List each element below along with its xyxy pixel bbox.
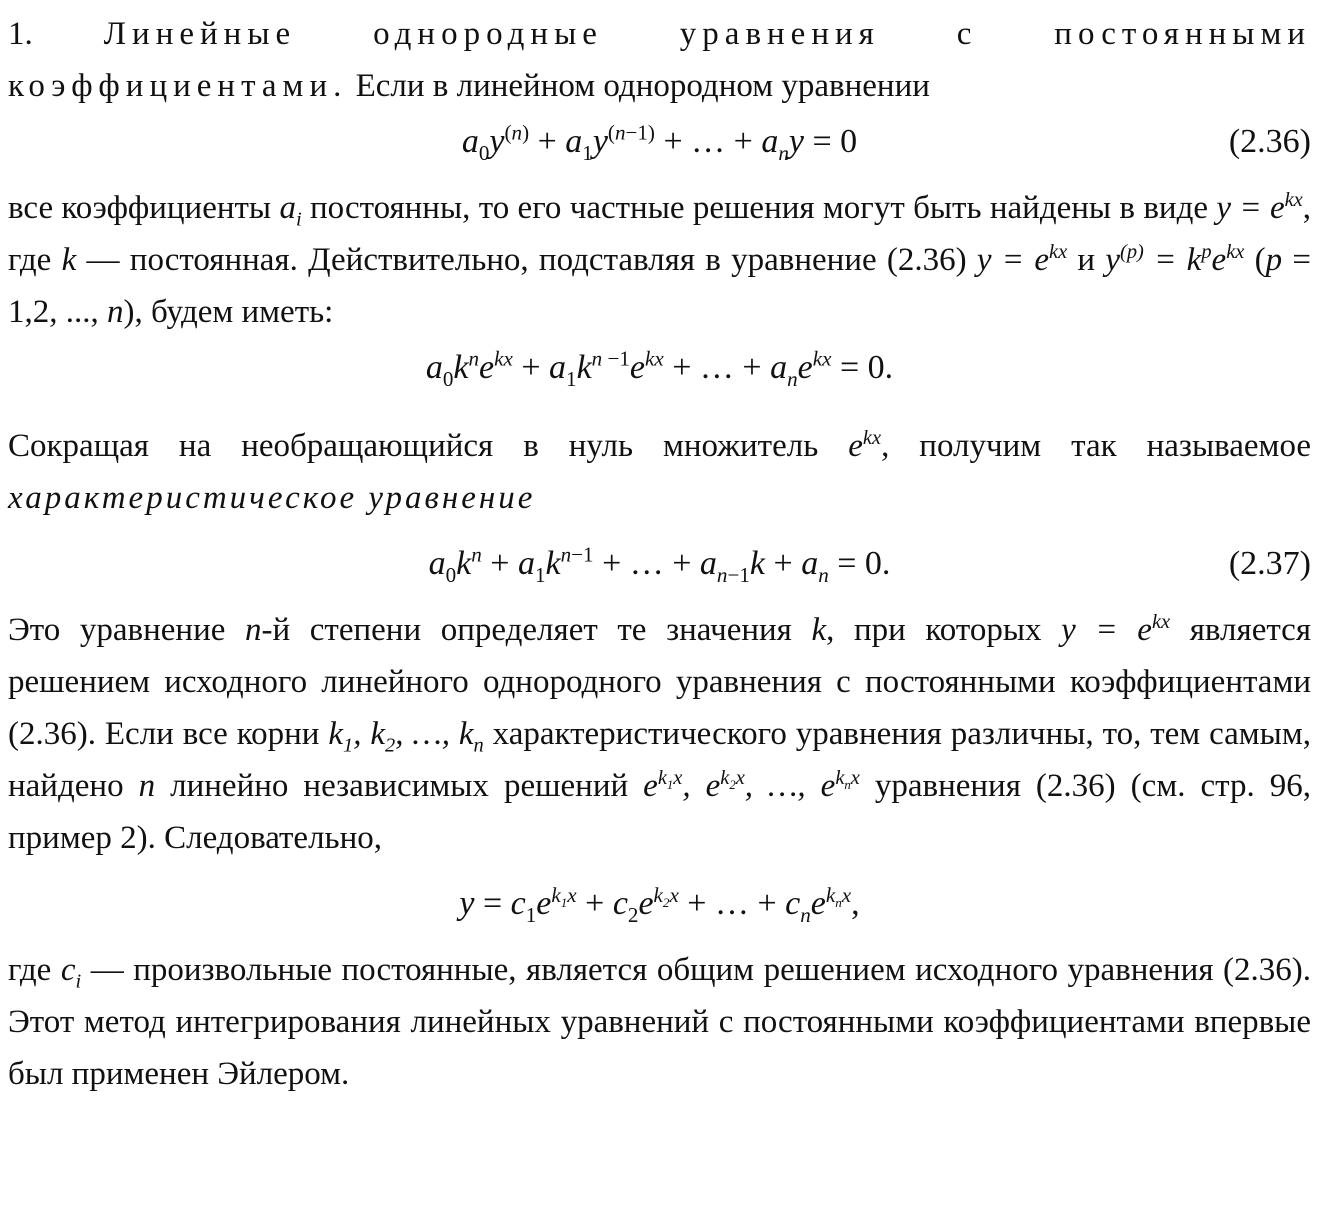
math-sup: kx <box>1226 241 1245 263</box>
text: является решением исходного линейного однородного уравнения с постоянными коэффициентами (2.36). Если все корни <box>8 612 1311 752</box>
equation-body: $y = c_1e^{k_1x} + c_2e^{k_2x}$ + … + $c_ne^{k_nx}$, <box>459 882 860 927</box>
equation-substituted <box>8 338 1311 398</box>
paragraph-intro <box>8 8 1311 112</box>
paragraph-4 <box>8 604 1311 864</box>
text: -й степени определяет те значения <box>261 612 812 648</box>
math-sup: p <box>1201 241 1212 263</box>
text: — постоянная. Действительно, подставляя в уравнение (2.36) <box>76 242 977 278</box>
math-n: n <box>107 294 124 330</box>
math-sub: i <box>295 208 302 231</box>
text: все коэффициенты <box>8 190 280 226</box>
term-characteristic-equation: характеристическое уравнение <box>8 480 536 516</box>
text: ( <box>1244 242 1266 278</box>
paragraph-5 <box>8 944 1311 1100</box>
math-k: k <box>811 612 827 648</box>
math-formula: e <box>1211 242 1227 278</box>
text: — произвольные постоянные, является общим решением исходного уравнения (2.36). Этот метод интегрирования линейных уравнений с постоянными коэффициентами впервые был применен Эйлером. <box>8 952 1311 1092</box>
math-c: c <box>60 952 76 988</box>
section-heading: Линейные однородные уравнения с постоянными коэффициентами. <box>8 16 1311 104</box>
text: , получим так называемое <box>881 428 1311 464</box>
math-formula: y <box>1105 242 1121 278</box>
math-formula: y = e <box>1061 612 1152 648</box>
math-sup: (p) <box>1120 241 1144 263</box>
math-e: e <box>848 428 863 464</box>
equation-general-solution <box>8 874 1311 934</box>
paragraph-2 <box>8 182 1311 338</box>
text: характеристического уравнения различны, то, тем самым, найдено <box>8 716 1311 804</box>
text: линейно независимых решений <box>155 768 644 804</box>
text: уравнения (2.36) (см. стр. 96, пример 2). Следовательно, <box>8 768 1311 856</box>
text: Это уравнение <box>8 612 246 648</box>
math-roots: $k_1$, $k_2$, …, $k_n$ <box>328 716 484 757</box>
text: = 1,2, ..., <box>8 242 1311 330</box>
math-n: n <box>138 768 156 804</box>
math-formula: y = e <box>976 242 1049 278</box>
text: , где <box>8 190 1311 278</box>
equation-2-37 <box>8 534 1311 594</box>
text: Сокращая на необращающийся в нуль множитель <box>8 428 849 464</box>
equation-body: $a_0y^{(n)} + a_1y^{(n-1)}$ + … + $a_ny = 0$ <box>461 120 858 165</box>
text: , при которых <box>826 612 1062 648</box>
text: где <box>8 952 61 988</box>
intro-text: Если в линейном однородном уравнении <box>347 68 930 104</box>
math-k: k <box>61 242 77 278</box>
equation-number: (2.36) <box>1228 123 1311 160</box>
equation-2-36 <box>8 112 1311 172</box>
math-formula: y = e <box>1216 190 1285 226</box>
math-sup: kx <box>1151 611 1171 633</box>
math-n: n <box>245 612 262 648</box>
math-formula: = k <box>1143 242 1202 278</box>
math-p: p <box>1265 242 1283 278</box>
equation-body: $a_0k^ne^{kx} + a_1k^{n -1}e^{kx}$ + … + $a_ne^{kx} = 0$. <box>425 346 894 391</box>
math-a: a <box>279 190 296 226</box>
math-sub: i <box>75 970 82 993</box>
text: ), будем иметь: <box>123 294 334 330</box>
section-number: 1. <box>8 16 33 52</box>
equation-number: (2.37) <box>1228 545 1311 582</box>
math-sup: kx <box>1284 189 1303 211</box>
math-sup: kx <box>862 427 882 449</box>
text: и <box>1067 242 1106 278</box>
text: постоянны, то его частные решения могут быть найдены в виде <box>301 190 1217 226</box>
equation-body: $a_0k^n + a_1k^{n-1}$ + … + $a_{n-1}k + a_n = 0$. <box>428 542 891 587</box>
paragraph-3 <box>8 420 1311 524</box>
math-sup: kx <box>1049 241 1068 263</box>
math-solutions: $e^{k_1x}$, $e^{k_2x}$, …, $e^{k_nx}$ <box>643 767 860 804</box>
